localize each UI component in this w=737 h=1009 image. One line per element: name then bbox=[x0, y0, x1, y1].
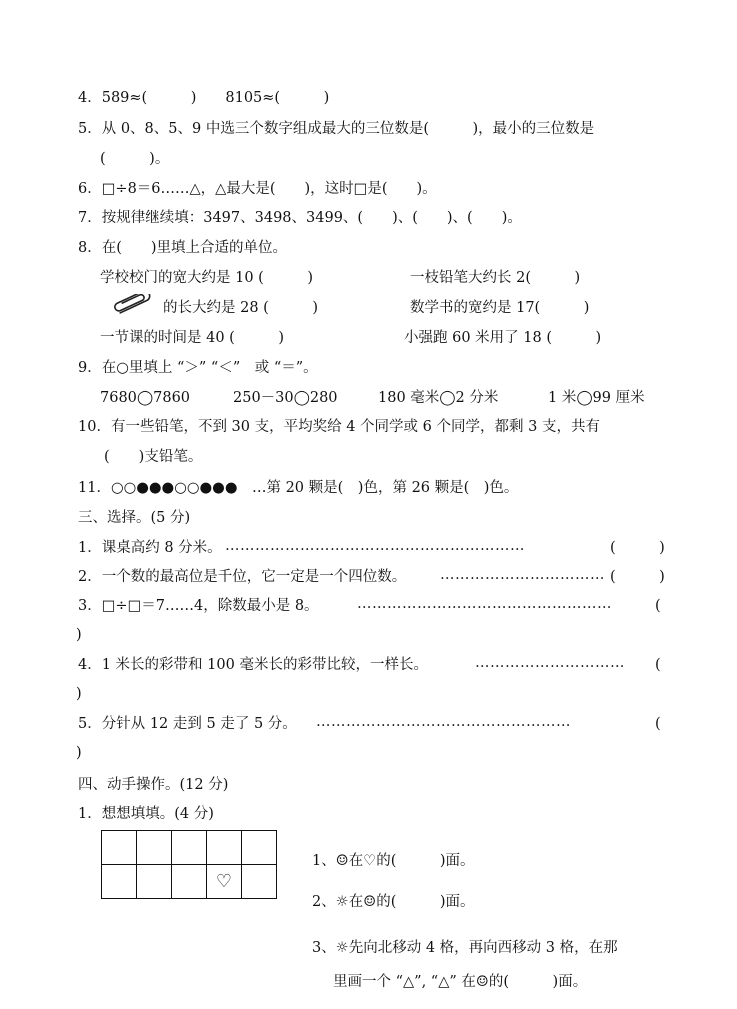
q5-line2: ( )。 bbox=[100, 151, 170, 167]
q11: 11．○○●●●○○●●● …第 20 颗是( )色，第 26 颗是( )色。 bbox=[78, 480, 519, 496]
grid-cell bbox=[137, 831, 172, 865]
choice-2: 2．一个数的最高位是千位，它一定是一个四位数。 bbox=[78, 569, 407, 585]
section-4-title: 四、动手操作。(12 分) bbox=[78, 777, 229, 793]
choice-3-leader: …………………………………………… bbox=[357, 596, 612, 612]
q6: 6．□÷8＝6……△，△最大是( )，这时□是( )。 bbox=[78, 181, 437, 197]
section-3-title: 三、选择。(5 分) bbox=[78, 510, 191, 526]
grid-cell bbox=[172, 865, 207, 899]
problem-1-title: 1．想想填填。(4 分) bbox=[78, 806, 214, 822]
q9-item-a: 7680◯7860 bbox=[100, 390, 191, 406]
choice-5-leader: …………………………………………… bbox=[316, 714, 571, 730]
q9-item-b: 250－30◯280 bbox=[233, 390, 338, 406]
fill-3-line2: 里画一个 “△”, “△” 在☺的( )面。 bbox=[333, 974, 588, 990]
choice-4: 4．1 米长的彩带和 100 毫米长的彩带比较，一样长。 bbox=[78, 657, 428, 673]
direction-grid bbox=[101, 830, 277, 899]
choice-5-open-paren: ( bbox=[655, 716, 661, 732]
paperclip-icon bbox=[112, 294, 158, 318]
choice-1-leader: …………………………………………………… bbox=[225, 538, 525, 554]
choice-1-paren: ( ) bbox=[610, 540, 665, 556]
q10-line2: ( )支铅笔。 bbox=[104, 449, 203, 465]
grid-cell bbox=[102, 865, 137, 899]
choice-5: 5．分针从 12 走到 5 走了 5 分。 bbox=[78, 716, 297, 732]
q8-row3-left: 一节课的时间是 40 ( ) bbox=[100, 330, 284, 346]
q4: 4．589≈( ) 8105≈( ) bbox=[78, 90, 330, 106]
q9-item-c: 180 毫米◯2 分米 bbox=[378, 390, 499, 406]
choice-4-close-paren: ) bbox=[76, 686, 82, 702]
q8-row3-right: 小强跑 60 米用了 18 ( ) bbox=[404, 330, 602, 346]
heart-icon: ♡ bbox=[215, 871, 233, 892]
q9-item-d: 1 米◯99 厘米 bbox=[548, 390, 645, 406]
grid-cell-heart bbox=[207, 865, 242, 899]
q9: 9．在○里填上 “＞” “＜” 或 “＝”。 bbox=[78, 360, 318, 376]
fill-2: 2、☼在☺的( )面。 bbox=[312, 894, 475, 910]
q8: 8．在( )里填上合适的单位。 bbox=[78, 240, 288, 256]
choice-2-paren: ( ) bbox=[610, 569, 665, 585]
q8-row2-left: 的长大约是 28 ( ) bbox=[163, 300, 318, 316]
grid-cell bbox=[102, 831, 137, 865]
q8-row2-right: 数学书的宽约是 17( ) bbox=[410, 300, 590, 316]
q10-line1: 10．有一些铅笔，不到 30 支，平均奖给 4 个同学或 6 个同学，都剩 3 支，共有 bbox=[78, 419, 600, 435]
choice-3: 3．□÷□＝7……4，除数最小是 8。 bbox=[78, 598, 319, 614]
q8-row1-left: 学校校门的宽大约是 10 ( ) bbox=[100, 270, 313, 286]
grid-cell bbox=[172, 831, 207, 865]
choice-4-leader: ………………………… bbox=[475, 655, 625, 671]
grid-cell bbox=[242, 865, 277, 899]
q7: 7．按规律继续填：3497、3498、3499、( )、( )、( )。 bbox=[78, 210, 522, 226]
q8-row1-right: 一枝铅笔大约长 2( ) bbox=[410, 270, 581, 286]
choice-2-leader: …………………………… bbox=[440, 567, 605, 583]
fill-1: 1、☺在♡的( )面。 bbox=[312, 853, 475, 869]
choice-5-close-paren: ) bbox=[76, 745, 82, 761]
grid-cell bbox=[207, 831, 242, 865]
grid-cell bbox=[137, 865, 172, 899]
choice-3-open-paren: ( bbox=[655, 598, 661, 614]
choice-4-open-paren: ( bbox=[655, 657, 661, 673]
grid-cell bbox=[242, 831, 277, 865]
q5-line1: 5．从 0、8、5、9 中选三个数字组成最大的三位数是( )，最小的三位数是 bbox=[78, 121, 595, 137]
choice-3-close-paren: ) bbox=[76, 627, 82, 643]
fill-3-line1: 3、☼先向北移动 4 格，再向西移动 3 格，在那 bbox=[312, 940, 618, 956]
choice-1: 1．课桌高约 8 分米。 bbox=[78, 540, 222, 556]
